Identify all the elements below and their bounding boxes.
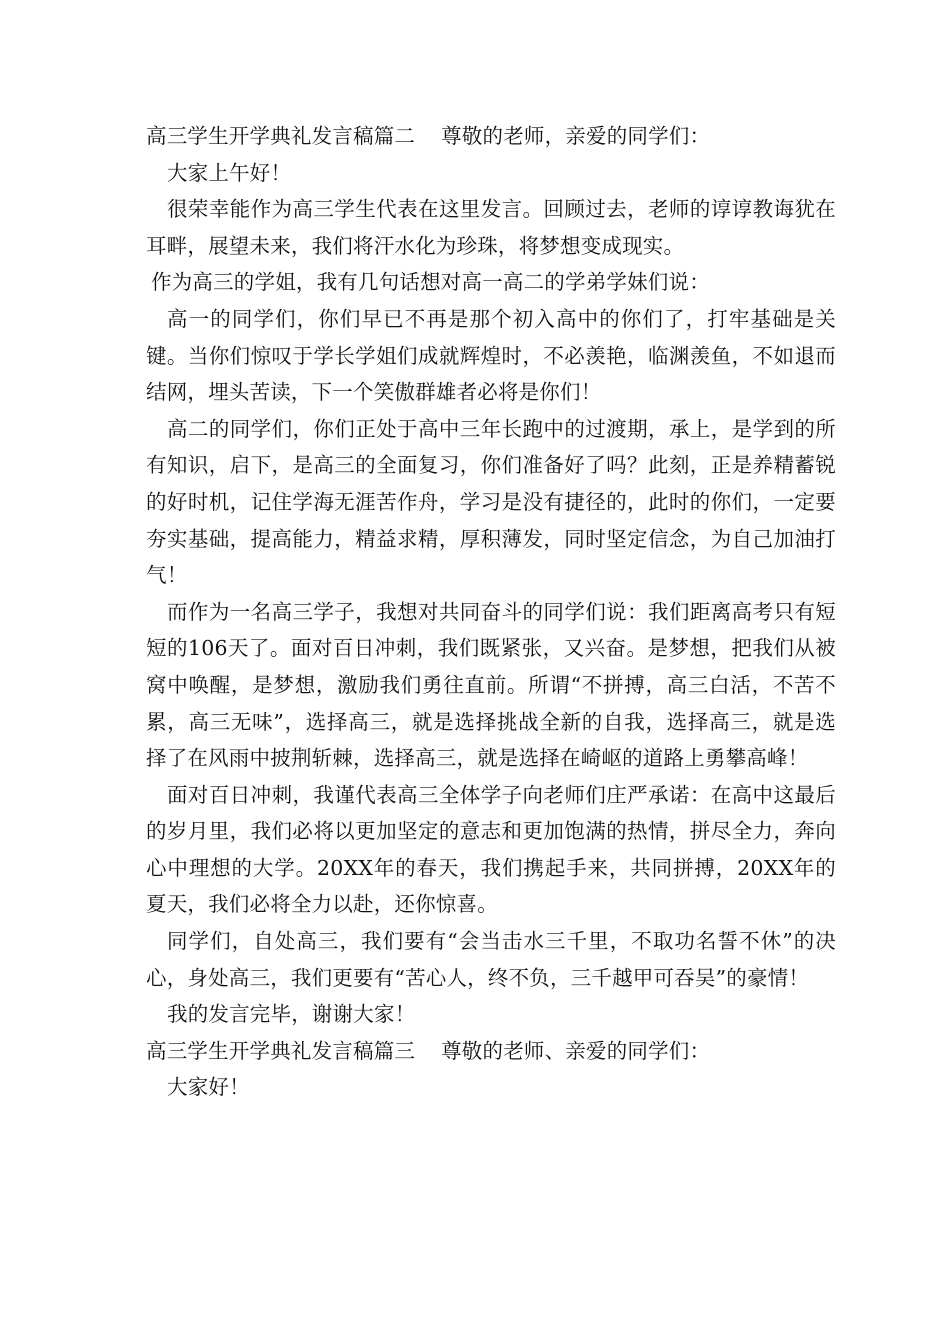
section-two-heading <box>146 118 836 155</box>
section-three-salutation: 尊敬的老师、亲爱的同学们： <box>441 1038 711 1063</box>
paragraph-resolve: 同学们，自处高三，我们要有“会当击水三千里，不取功名誓不休”的决心，身处高三，我们更要有“苦心人，终不负，三千越甲可吞吴”的豪情！ <box>146 929 836 990</box>
section-three-greeting: 大家好！ <box>167 1075 250 1100</box>
section-two-salutation: 尊敬的老师，亲爱的同学们： <box>441 124 711 148</box>
paragraph-closing: 我的发言完毕，谢谢大家！ <box>167 1002 416 1027</box>
paragraph-grade-one: 高一的同学们，你们早已不再是那个初入高中的你们了，打牢基础是关键。当你们惊叹于学长学姐们成就辉煌时，不必羡艳，临渊羡鱼，不如退而结网，埋头苦读，下一个笑傲群雄者必将是你们！ <box>146 306 836 405</box>
paragraph-pledge: 面对百日冲刺，我谨代表高三全体学子向老师们庄严承诺：在高中这最后的岁月里，我们必将以更加坚定的意志和更加饱满的热情，拼尽全力，奔向心中理想的大学。20XX年的春天，我们携起手来，共同拼搏，20XX年的夏天，我们必将全力以赴，还你惊喜。 <box>146 782 836 917</box>
document-body <box>146 118 836 1106</box>
paragraph-grade-three: 而作为一名高三学子，我想对共同奋斗的同学们说：我们距离高考只有短短的106天了。面对百日冲刺，我们既紧张，又兴奋。是梦想，把我们从被窝中唤醒，是梦想，激励我们勇往直前。所谓“不拼搏，高三白活，不苦不累，高三无味”，选择高三，就是选择挑战全新的自我，选择高三，就是选择了在风雨中披荆斩棘，选择高三，就是选择在崎岖的道路上勇攀高峰！ <box>146 599 836 771</box>
section-two-greeting: 大家上午好！ <box>167 160 292 185</box>
paragraph-grade-two: 高二的同学们，你们正处于高中三年长跑中的过渡期，承上，是学到的所有知识，启下，是高三的全面复习，你们准备好了吗？此刻，正是养精蓄锐的好时机，记住学海无涯苦作舟，学习是没有捷径的，此时的你们，一定要夯实基础，提高能力，精益求精，厚积薄发，同时坚定信念，为自己加油打气！ <box>146 416 836 588</box>
section-three-heading <box>146 1033 836 1070</box>
section-two-title: 高三学生开学典礼发言稿篇二 <box>146 124 416 148</box>
paragraph-intro: 很荣幸能作为高三学生代表在这里发言。回顾过去，老师的谆谆教诲犹在耳畔，展望未来，我们将汗水化为珍珠，将梦想变成现实。 <box>146 197 836 258</box>
section-three-title: 高三学生开学典礼发言稿篇三 <box>146 1038 416 1063</box>
paragraph-address-juniors: 作为高三的学姐，我有几句话想对高一高二的学弟学妹们说： <box>151 270 710 295</box>
